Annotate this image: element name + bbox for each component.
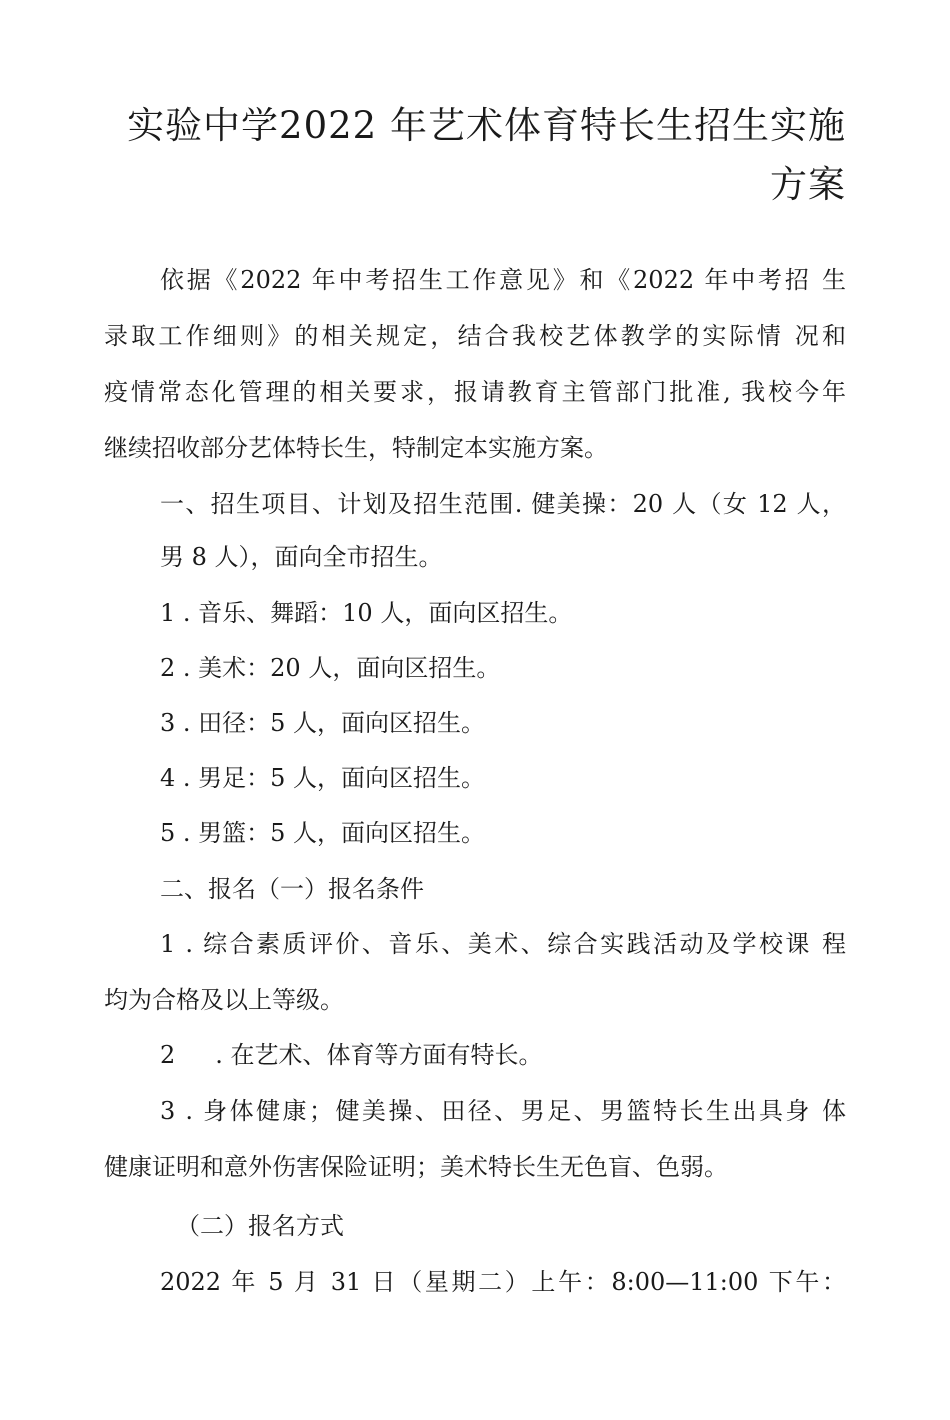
intro-paragraph-line-4: 继续招收部分艺体特长生，特制定本实施方案。	[104, 434, 608, 462]
document-title-line-2: 方案	[770, 163, 846, 206]
document-title-line-1: 实验中学2022 年艺术体育特长生招生实施	[127, 104, 846, 147]
quota-item-1: 1 . 音乐、舞蹈：10 人，面向区招生。	[160, 599, 573, 627]
quota-item-5: 5 . 男篮：5 人，面向区招生。	[160, 819, 486, 847]
section-1-heading-line-1: 一、招生项目、计划及招生范围. 健美操：20 人（女 12 人，	[160, 490, 846, 518]
subsection-registration-method: （二）报名方式	[176, 1212, 344, 1240]
quota-item-4: 4 . 男足：5 人，面向区招生。	[160, 764, 486, 792]
condition-3-line-1: 3 . 身体健康；健美操、田径、男足、男篮特长生出具身 体	[160, 1097, 846, 1125]
condition-1-line-1: 1 . 综合素质评价、音乐、美术、综合实践活动及学校课 程	[160, 930, 846, 958]
intro-paragraph-line-3: 疫情常态化管理的相关要求，报请教育主管部门批准, 我校今年	[104, 378, 846, 406]
quota-item-2: 2 . 美术：20 人，面向区招生。	[160, 654, 501, 682]
condition-2-text: . 在艺术、体育等方面有特长。	[215, 1041, 543, 1069]
condition-2-number: 2	[160, 1041, 176, 1069]
quota-item-3: 3 . 田径：5 人，面向区招生。	[160, 709, 486, 737]
condition-3-line-2: 健康证明和意外伤害保险证明；美术特长生无色盲、色弱。	[104, 1153, 728, 1181]
condition-2	[160, 1043, 543, 1067]
condition-1-line-2: 均为合格及以上等级。	[104, 986, 344, 1014]
registration-time-line: 2022 年 5 月 31 日（星期二）上午：8:00—11:00 下午：	[160, 1268, 846, 1296]
section-1-heading-line-2: 男 8 人），面向全市招生。	[160, 543, 443, 571]
intro-paragraph-line-1: 依据《2022 年中考招生工作意见》和《2022 年中考招 生	[160, 266, 846, 294]
intro-paragraph-line-2: 录取工作细则》的相关规定，结合我校艺体教学的实际情 况和	[104, 322, 846, 350]
section-2-heading: 二、报名（一）报名条件	[160, 875, 424, 903]
